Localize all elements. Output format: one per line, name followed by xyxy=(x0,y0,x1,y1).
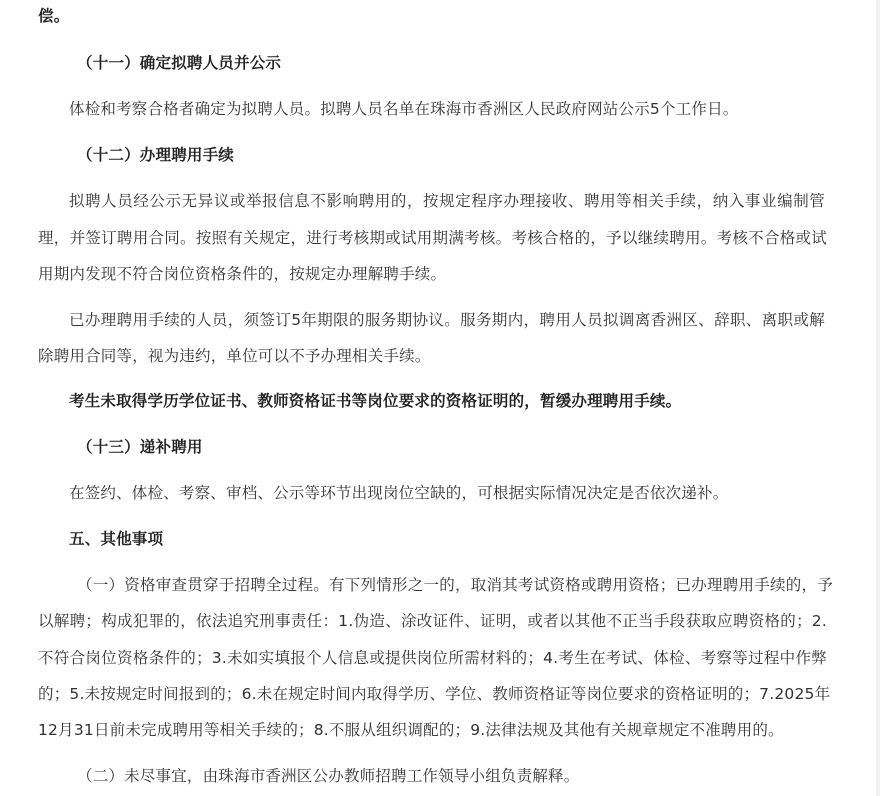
paragraph-line: 不符合岗位资格条件的；3.未如实填报个人信息或提供岗位所需材料的；4.考生在考试、体检、考察等过程中作弊 xyxy=(38,649,827,667)
paragraph-line: 理，并签订聘用合同。按照有关规定，进行考核期或试用期满考核。考核合格的，予以继续聘用。考核不合格或试 xyxy=(38,229,827,247)
scrollbar[interactable] xyxy=(876,0,880,796)
paragraph-line: 用期内发现不符合岗位资格条件的，按规定办理解聘手续。 xyxy=(38,265,447,283)
paragraph-line: 除聘用合同等，视为违约，单位可以不予办理相关手续。 xyxy=(38,347,431,365)
paragraph-line: 在签约、体检、考察、审档、公示等环节出现岗位空缺的，可根据实际情况决定是否依次递补。 xyxy=(69,484,729,502)
paragraph-line: 体检和考察合格者确定为拟聘人员。拟聘人员名单在珠海市香洲区人民政府网站公示5个工作日。 xyxy=(69,100,739,118)
paragraph-line: 拟聘人员经公示无异议或举报信息不影响聘用的，按规定程序办理接收、聘用等相关手续，纳入事业编制管 xyxy=(69,192,825,210)
emphasis-paragraph: 考生未取得学历学位证书、教师资格证书等岗位要求的资格证明的，暂缓办理聘用手续。 xyxy=(69,392,682,410)
section-heading-13: （十三）递补聘用 xyxy=(77,438,203,456)
paragraph-line: 以解聘；构成犯罪的，依法追究刑事责任：1.伪造、涂改证件、证明，或者以其他不正当手段获取应聘资格的；2. xyxy=(38,612,827,630)
paragraph-line: 已办理聘用手续的人员，须签订5年期限的服务期协议。服务期内，聘用人员拟调离香洲区、辞职、离职或解 xyxy=(69,311,825,329)
section-heading-12: （十二）办理聘用手续 xyxy=(77,146,235,164)
paragraph-line: （一）资格审查贯穿于招聘全过程。有下列情形之一的，取消其考试资格或聘用资格；已办理聘用手续的，予 xyxy=(77,576,833,594)
paragraph-line: 的；5.未按规定时间报到的；6.未在规定时间内取得学历、学位、教师资格证等岗位要求的资格证明的；7.2025年 xyxy=(38,685,831,703)
paragraph-continuation: 偿。 xyxy=(38,7,70,25)
paragraph-line: （二）未尽事宜，由珠海市香洲区公办教师招聘工作领导小组负责解释。 xyxy=(77,767,580,785)
chapter-heading-5: 五、其他事项 xyxy=(69,530,164,548)
section-heading-11: （十一）确定拟聘人员并公示 xyxy=(77,54,282,72)
paragraph-line: 12月31日前未完成聘用等相关手续的；8.不服从组织调配的；9.法律法规及其他有关规章规定不准聘用的。 xyxy=(38,721,784,739)
